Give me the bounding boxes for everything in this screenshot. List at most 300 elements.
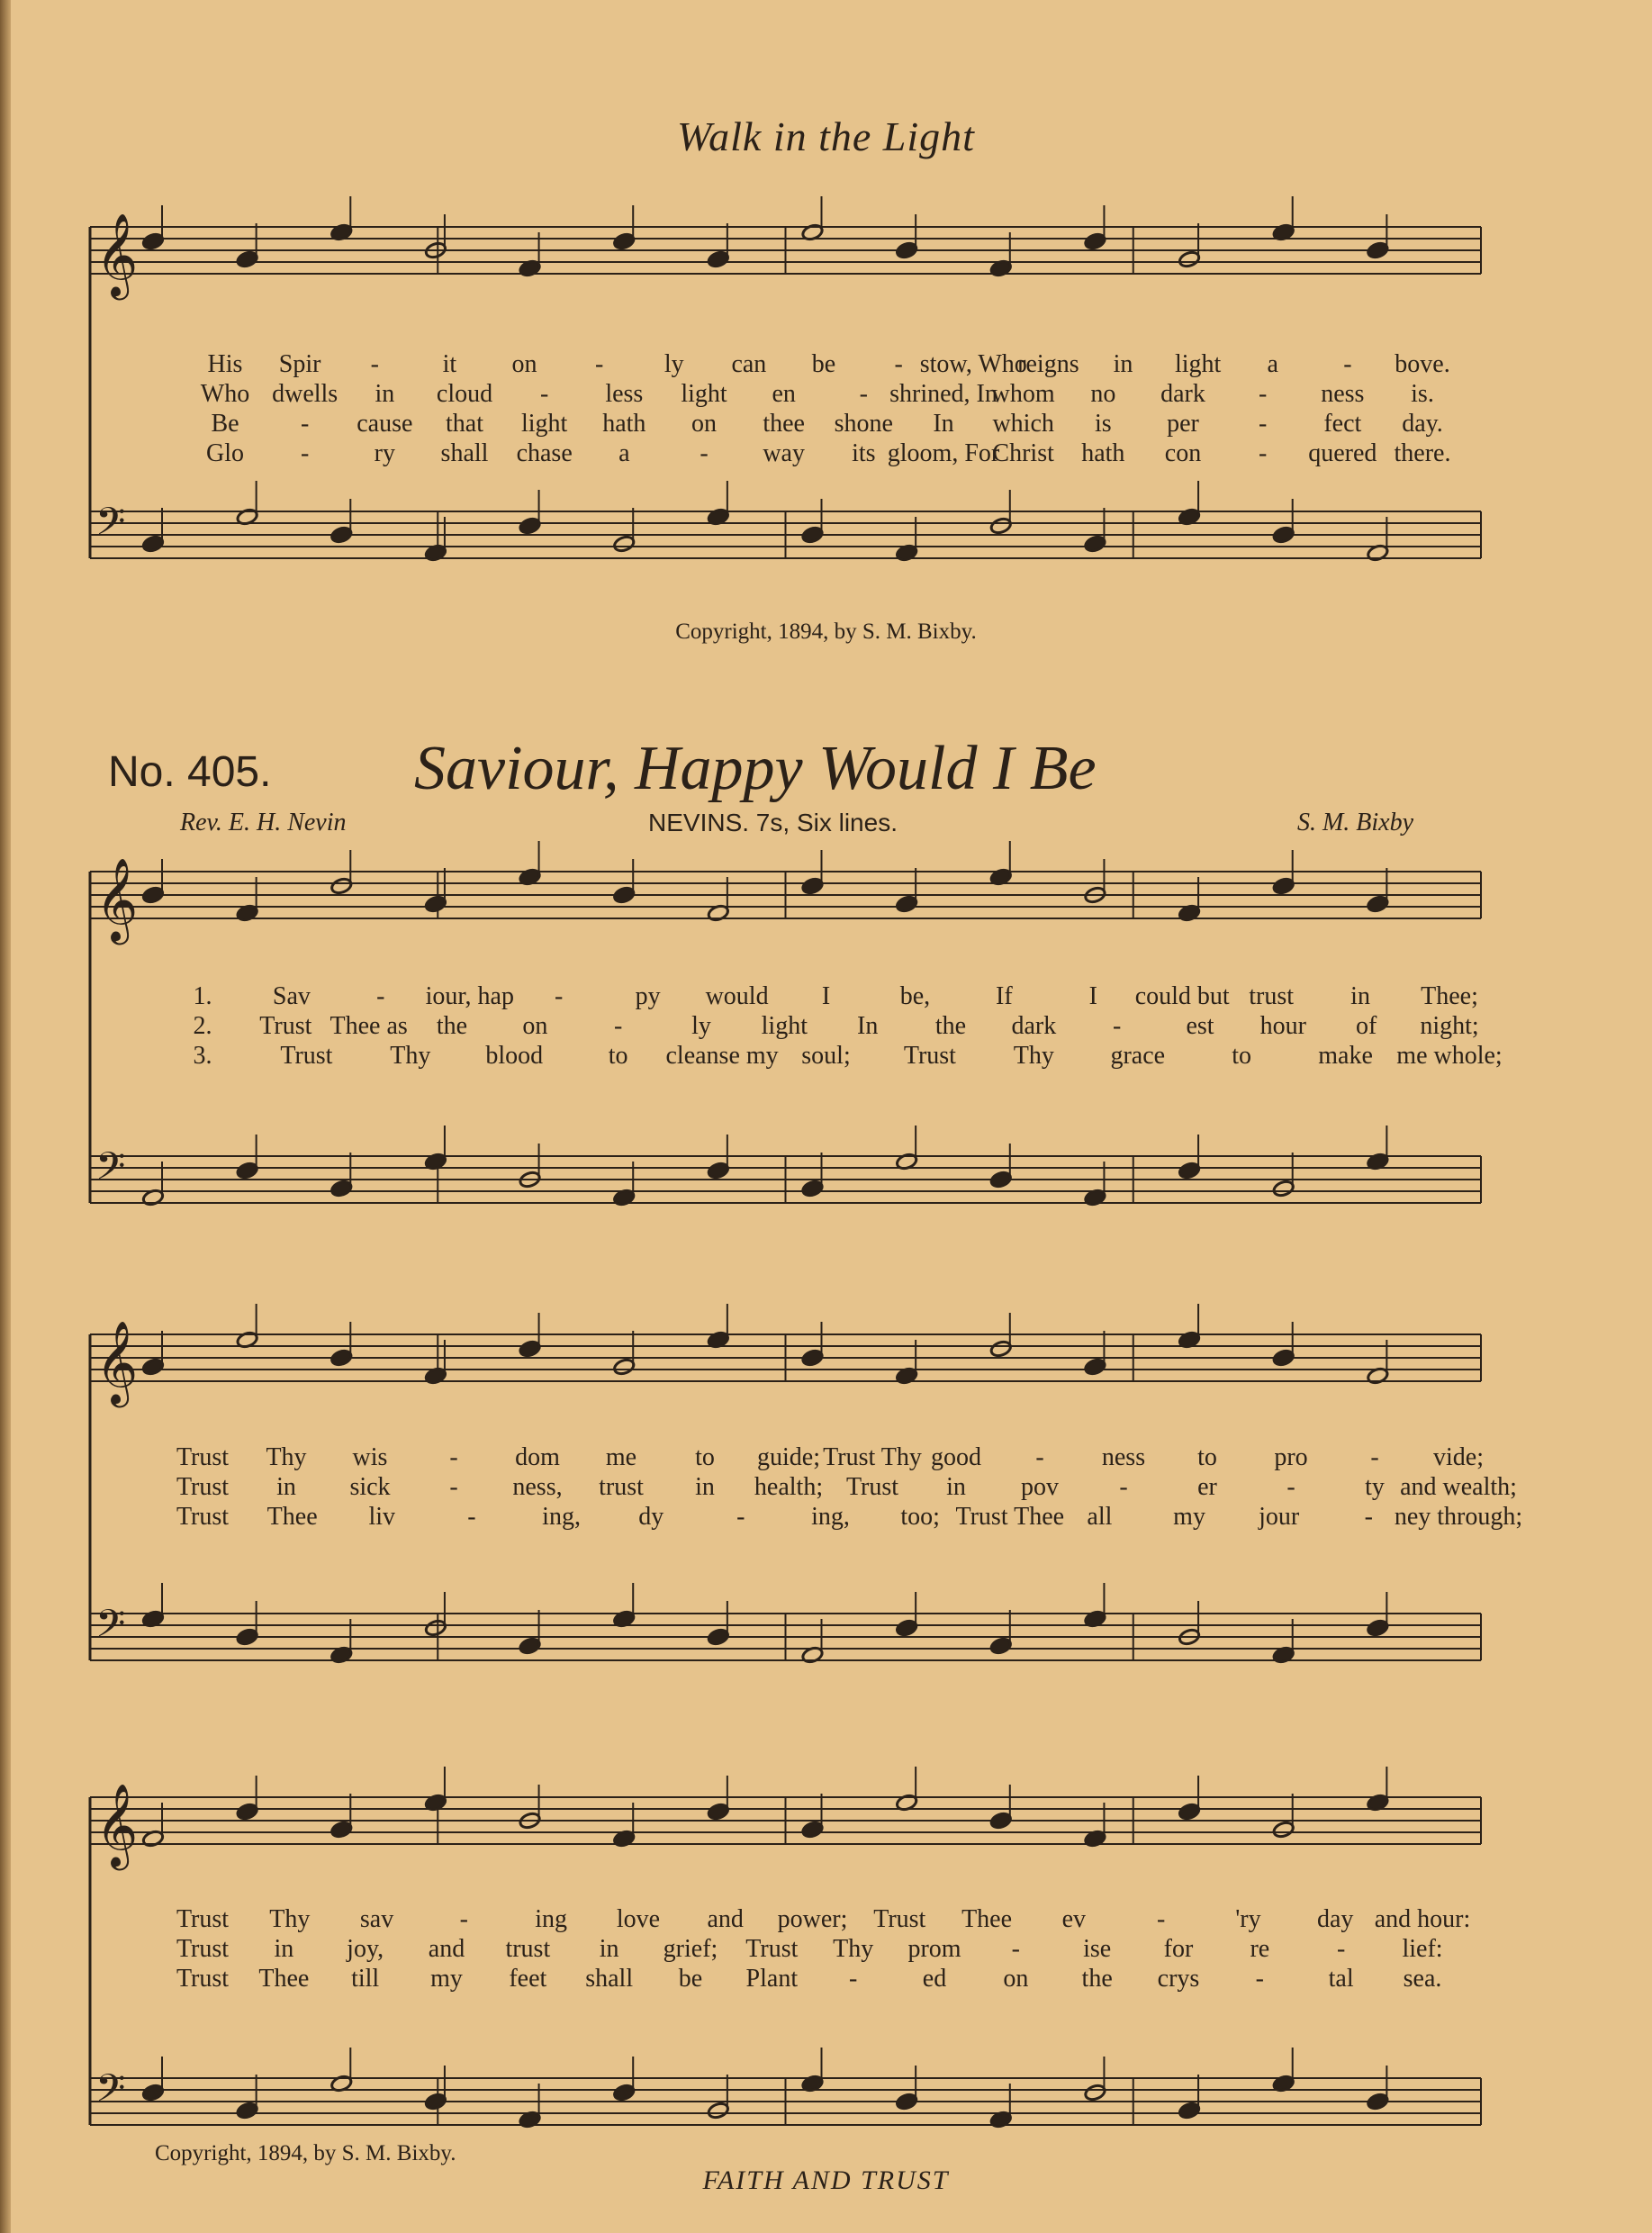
lyric-syllable: In (856, 1012, 879, 1040)
note-head (707, 1162, 729, 1180)
note-head (1084, 535, 1106, 554)
lyric-line (176, 1964, 1449, 1993)
lyric-syllable: - (539, 380, 549, 408)
lyric-syllable: ry (374, 439, 395, 467)
lyric-syllable: pov (1021, 1473, 1059, 1501)
lyric-syllable: - (370, 350, 379, 378)
copyright-saviour-happy: Copyright, 1894, by S. M. Bixby. (155, 2141, 456, 2165)
lyric-syllable: Trust (176, 1443, 230, 1471)
lyric-syllable: chase (516, 439, 573, 467)
note-head (424, 895, 447, 914)
note-head (1178, 1803, 1200, 1822)
note-head (519, 2111, 541, 2129)
note-head (989, 1637, 1012, 1656)
lyric-line (176, 1502, 1523, 1532)
note-head (707, 508, 729, 527)
bass-clef-icon: 𝄢 (95, 500, 126, 554)
note-head (895, 241, 917, 260)
note-head (801, 1180, 824, 1198)
note-head (895, 2093, 917, 2111)
lyric-syllable: can (731, 350, 767, 378)
note-head (801, 223, 824, 242)
note-head (236, 1162, 258, 1180)
lyric-syllable: me (605, 1443, 637, 1471)
note-head (1367, 1153, 1389, 1171)
lyric-syllable: the (436, 1012, 468, 1040)
lyric-syllable: 'ry (1235, 1905, 1261, 1933)
note-head (1367, 241, 1389, 260)
lyric-syllable: - (859, 380, 868, 408)
note-head (519, 1812, 541, 1831)
note-head (801, 1821, 824, 1840)
lyric-syllable: Trust (176, 1503, 230, 1531)
lyric-syllable: Thee (961, 1905, 1013, 1933)
lyric-syllable: Thee (266, 1503, 318, 1531)
lyric-syllable: er (1197, 1473, 1217, 1501)
lyric-syllable: a (618, 439, 630, 467)
note-head (612, 2084, 635, 2102)
note-head (895, 544, 917, 563)
lyric-syllable: - (1336, 1935, 1346, 1963)
note-head (236, 1331, 258, 1350)
lyric-syllable: Thy (833, 1935, 874, 1963)
lyric-syllable: that (446, 410, 483, 438)
lyric-line (176, 1041, 1503, 1071)
note-head (1084, 1610, 1106, 1629)
lyric-syllable: ise (1083, 1935, 1112, 1963)
note-head (989, 868, 1012, 887)
note-head (1367, 544, 1389, 563)
note-head (141, 232, 164, 251)
lyric-syllable: my (1173, 1503, 1205, 1531)
note-head (424, 2093, 447, 2111)
note-head (1272, 1821, 1295, 1840)
lyric-syllable: Trust (280, 1042, 333, 1070)
note-head (236, 904, 258, 923)
song-credits (180, 809, 1413, 845)
lyric-syllable: it (442, 350, 457, 378)
copyright-walk-in-the-light: Copyright, 1894, by S. M. Bixby. (675, 619, 977, 644)
bass-clef-icon: 𝄢 (95, 1144, 126, 1198)
lyric-syllable: hath (602, 410, 646, 438)
lyric-syllable: hath (1081, 439, 1125, 467)
note-head (1178, 1331, 1200, 1350)
lyric-syllable: be (811, 350, 836, 378)
note-head (989, 2111, 1012, 2129)
lyric-syllable: Sav (272, 982, 311, 1010)
lyric-syllable: - (1258, 410, 1268, 438)
lyric-syllable: 3. (193, 1042, 212, 1070)
lyric-syllable: in (695, 1473, 715, 1501)
note-head (519, 1171, 541, 1189)
lyric-syllable: I (821, 982, 831, 1010)
lyric-line (176, 981, 1476, 1011)
lyric-line (198, 349, 1449, 379)
note-head (424, 544, 447, 563)
note-head (1178, 904, 1200, 923)
lyric-syllable: - (1343, 350, 1352, 378)
lyric-syllable: 2. (193, 1012, 212, 1040)
lyric-line (176, 1442, 1485, 1472)
lyric-syllable: ness (1101, 1443, 1146, 1471)
note-head (707, 1628, 729, 1647)
lyric-syllable: would (705, 982, 769, 1010)
note-head (1272, 877, 1295, 896)
lyric-syllable: shall (440, 439, 489, 467)
note-head (1084, 2084, 1106, 2102)
lyric-syllable: way (763, 439, 805, 467)
lyric-syllable: be (678, 1965, 703, 1993)
lyric-syllable: on (511, 350, 537, 378)
lyric-syllable: Who (200, 380, 250, 408)
note-head (801, 2075, 824, 2093)
note-head (236, 508, 258, 527)
note-head (707, 1331, 729, 1350)
note-head (141, 1830, 164, 1849)
page-footer: FAITH AND TRUST (702, 2165, 950, 2195)
lyric-syllable: jour (1259, 1503, 1300, 1531)
lyric-syllable: Trust (845, 1473, 899, 1501)
lyric-syllable: - (848, 1965, 858, 1993)
lyric-syllable: till (351, 1965, 380, 1993)
note-head (1084, 232, 1106, 251)
note-head (801, 877, 824, 896)
note-head (330, 1821, 353, 1840)
lyric-syllable: est (1186, 1012, 1214, 1040)
lyric-syllable: Thy (266, 1443, 307, 1471)
note-head (424, 1367, 447, 1386)
lyric-syllable: Trust (176, 1905, 230, 1933)
lyric-syllable: hour (1259, 1012, 1306, 1040)
lyric-syllable: - (1370, 1443, 1379, 1471)
lyric-syllable: dark (1160, 380, 1205, 408)
lyric-syllable: dark (1011, 1012, 1057, 1040)
note-head (330, 526, 353, 545)
note-head (1367, 2093, 1389, 2111)
lyric-syllable: His (207, 350, 243, 378)
lyric-syllable: Thee; (1421, 982, 1478, 1010)
lyric-syllable: tal (1328, 1965, 1354, 1993)
lyric-syllable: dwells (272, 380, 339, 408)
note-head (1272, 1646, 1295, 1665)
lyric-syllable: - (1112, 1012, 1122, 1040)
lyric-syllable: reigns (1017, 350, 1079, 378)
lyric-syllable: cloud (436, 380, 493, 408)
lyric-syllable: day. (1402, 410, 1443, 438)
note-head (989, 259, 1012, 278)
note-head (1367, 1794, 1389, 1813)
treble-clef-icon: 𝄞 (95, 857, 139, 941)
lyric-syllable: in (375, 380, 395, 408)
note-head (1178, 250, 1200, 269)
lyric-syllable: to (695, 1443, 715, 1471)
lyrics-system-3 (176, 1904, 1471, 1993)
lyric-syllable: in (1350, 982, 1370, 1010)
lyric-syllable: - (459, 1905, 469, 1933)
lyric-syllable: a (1267, 350, 1278, 378)
lyric-syllable: ing, (542, 1503, 581, 1531)
tune-name: NEVINS. 7s, Six lines. (648, 809, 898, 836)
lyric-syllable: Trust (176, 1935, 230, 1963)
lyric-syllable: all (1087, 1503, 1113, 1531)
lyric-syllable: love (616, 1905, 661, 1933)
lyricist: Rev. E. H. Nevin (180, 809, 347, 836)
note-head (1178, 1628, 1200, 1647)
note-head (1367, 1619, 1389, 1638)
lyric-syllable: power; (777, 1905, 848, 1933)
note-head (330, 1646, 353, 1665)
treble-clef-icon: 𝄞 (95, 1783, 139, 1867)
note-head (519, 1340, 541, 1359)
lyric-syllable: day (1316, 1905, 1354, 1933)
note-head (895, 1794, 917, 1813)
lyric-syllable: 1. (193, 982, 212, 1010)
note-head (1084, 886, 1106, 905)
lyric-syllable: In (933, 410, 954, 438)
lyric-syllable: en (772, 380, 796, 408)
note-head (330, 877, 353, 896)
lyric-syllable: ly (691, 1012, 711, 1040)
lyric-syllable: wis (352, 1443, 388, 1471)
lyric-syllable: be, (899, 982, 931, 1010)
lyric-syllable: ness (1321, 380, 1365, 408)
note-head (707, 2102, 729, 2120)
bass-clef-icon: 𝄢 (95, 1602, 126, 1656)
lyric-syllable: - (1258, 380, 1268, 408)
lyric-syllable: sick (349, 1473, 391, 1501)
lyric-syllable: dom (515, 1443, 560, 1471)
note-head (141, 535, 164, 554)
lyric-syllable: quered (1308, 439, 1377, 467)
lyric-syllable: - (300, 410, 310, 438)
note-head (989, 517, 1012, 536)
note-head (801, 1349, 824, 1368)
note-head (519, 259, 541, 278)
note-head (612, 232, 635, 251)
note-head (1367, 895, 1389, 914)
lyric-syllable: Trust (259, 1012, 312, 1040)
composer: S. M. Bixby (1296, 809, 1413, 836)
lyric-syllable: my (430, 1965, 463, 1993)
treble-clef-icon: 𝄞 (95, 1320, 139, 1404)
lyric-syllable: per (1167, 410, 1199, 438)
lyric-syllable: and wealth; (1400, 1473, 1517, 1501)
lyric-syllable: Thee (258, 1965, 310, 1993)
note-head (801, 1646, 824, 1665)
lyric-syllable: bove. (1395, 350, 1450, 378)
lyric-line (176, 1011, 1479, 1041)
lyric-syllable: Spir (278, 350, 321, 378)
lyric-syllable: which (992, 410, 1054, 438)
lyric-line (176, 1904, 1471, 1934)
note-head (612, 1610, 635, 1629)
lyric-syllable: shrined, In (889, 380, 998, 408)
lyric-syllable: guide; (757, 1443, 820, 1471)
note-head (801, 526, 824, 545)
lyric-syllable: the (1081, 1965, 1113, 1993)
lyric-syllable: there. (1394, 439, 1451, 467)
lyric-syllable: is (1094, 410, 1112, 438)
lyric-syllable: light (520, 410, 568, 438)
lyric-syllable: ney through; (1394, 1503, 1523, 1531)
lyric-syllable: re (1250, 1935, 1270, 1963)
note-head (424, 1619, 447, 1638)
lyric-syllable: thee (763, 410, 805, 438)
lyric-syllable: ev (1061, 1905, 1087, 1933)
lyric-syllable: Glo (206, 439, 244, 467)
lyric-syllable: on (522, 1012, 548, 1040)
lyric-syllable: and hour: (1374, 1905, 1471, 1933)
note-head (612, 1830, 635, 1849)
lyric-syllable: - (1035, 1443, 1044, 1471)
note-head (707, 1803, 729, 1822)
lyric-syllable: - (1286, 1473, 1295, 1501)
note-head (612, 886, 635, 905)
note-head (330, 223, 353, 242)
lyric-syllable: me whole; (1396, 1042, 1503, 1070)
lyric-syllable: light (1174, 350, 1222, 378)
note-head (707, 250, 729, 269)
note-head (612, 1358, 635, 1377)
note-head (612, 1189, 635, 1207)
lyric-syllable: liv (368, 1503, 396, 1531)
note-head (989, 1340, 1012, 1359)
lyric-syllable: feet (509, 1965, 547, 1993)
lyric-syllable: Trust (176, 1473, 230, 1501)
note-head (236, 1803, 258, 1822)
lyric-line (198, 409, 1449, 438)
lyric-syllable: ly (664, 350, 684, 378)
lyric-syllable: iour, hap (425, 982, 514, 1010)
lyric-syllable: blood (485, 1042, 544, 1070)
note-head (895, 895, 917, 914)
note-head (1272, 1180, 1295, 1198)
lyric-syllable: - (1364, 1503, 1374, 1531)
note-head (424, 241, 447, 260)
lyric-line (198, 438, 1449, 468)
note-head (330, 1180, 353, 1198)
lyric-syllable: ing, (811, 1503, 850, 1531)
lyric-syllable: Trust Thy (823, 1443, 922, 1471)
note-head (141, 886, 164, 905)
note-head (141, 1189, 164, 1207)
lyric-syllable: ness, (512, 1473, 563, 1501)
lyric-syllable: - (594, 350, 604, 378)
lyric-syllable: in (274, 1935, 294, 1963)
note-head (424, 1153, 447, 1171)
lyric-syllable: - (1156, 1905, 1166, 1933)
lyric-syllable: on (691, 410, 717, 438)
lyric-syllable: - (449, 1443, 458, 1471)
lyric-syllable: prom (907, 1935, 961, 1963)
lyric-syllable: con (1164, 439, 1202, 467)
lyric-syllable: py (635, 982, 661, 1010)
lyric-syllable: trust (599, 1473, 644, 1501)
lyric-syllable: Thy (269, 1905, 311, 1933)
lyric-syllable: to (1197, 1443, 1217, 1471)
lyric-syllable: in (1113, 350, 1133, 378)
lyric-syllable: - (700, 439, 709, 467)
note-head (1272, 526, 1295, 545)
lyric-syllable: cause (357, 410, 413, 438)
note-head (1272, 2075, 1295, 2093)
lyric-syllable: - (1258, 439, 1268, 467)
lyric-syllable: in (276, 1473, 296, 1501)
lyric-syllable: - (467, 1503, 476, 1531)
bass-clef-icon: 𝄢 (95, 2066, 126, 2120)
lyric-syllable: shone (834, 410, 893, 438)
lyric-syllable: no (1090, 380, 1116, 408)
lyric-syllable: I (1088, 982, 1097, 1010)
lyric-syllable: the (934, 1012, 967, 1040)
note-head (895, 1367, 917, 1386)
lyric-syllable: ty (1365, 1473, 1385, 1501)
lyric-syllable: light (761, 1012, 808, 1040)
note-head (895, 1153, 917, 1171)
treble-clef-icon: 𝄞 (95, 212, 139, 296)
lyric-syllable: whom (991, 380, 1055, 408)
note-head (612, 535, 635, 554)
lyric-syllable: in (599, 1935, 619, 1963)
lyrics-walk-in-the-light (198, 349, 1449, 468)
note-head (330, 2075, 353, 2093)
lyric-syllable: soul; (801, 1042, 851, 1070)
note-head (141, 2084, 164, 2102)
lyric-syllable: If (996, 982, 1013, 1010)
lyric-syllable: Thy (390, 1042, 431, 1070)
lyric-syllable: grace (1110, 1042, 1166, 1070)
lyric-syllable: for (1163, 1935, 1194, 1963)
note-head (989, 1171, 1012, 1189)
note-head (330, 1349, 353, 1368)
lyric-syllable: good (931, 1443, 981, 1471)
lyric-syllable: in (946, 1473, 966, 1501)
note-head (236, 2102, 258, 2120)
lyric-syllable: too; (900, 1503, 940, 1531)
lyric-syllable: fect (1323, 410, 1362, 438)
lyric-syllable: sea. (1403, 1965, 1442, 1993)
note-head (1367, 1367, 1389, 1386)
lyric-syllable: light (681, 380, 727, 408)
lyric-syllable: grief; (663, 1935, 718, 1963)
lyric-syllable: Christ (992, 439, 1054, 467)
lyric-syllable: on (1003, 1965, 1029, 1993)
lyric-syllable: Be (211, 410, 239, 438)
lyric-syllable: - (449, 1473, 458, 1501)
lyric-line (198, 379, 1449, 409)
note-head (424, 1794, 447, 1813)
lyric-syllable: Thy (1013, 1042, 1054, 1070)
lyric-syllable: dy (638, 1503, 664, 1531)
note-head (1272, 1349, 1295, 1368)
lyric-syllable: Thee as (329, 1012, 408, 1040)
note-head (895, 1619, 917, 1638)
lyric-syllable: to (1232, 1042, 1252, 1070)
lyric-syllable: trust (1249, 982, 1295, 1010)
lyric-syllable: - (300, 439, 310, 467)
lyric-syllable: health; (754, 1473, 824, 1501)
note-head (1084, 1830, 1106, 1849)
page-binding-edge (0, 0, 11, 2233)
note-head (519, 868, 541, 887)
lyric-syllable: shall (585, 1965, 634, 1993)
lyric-syllable: Plant (745, 1965, 799, 1993)
lyric-syllable: - (613, 1012, 623, 1040)
lyric-syllable: its (852, 439, 876, 467)
note-head (1178, 2102, 1200, 2120)
lyric-syllable: could but (1134, 982, 1230, 1010)
lyric-syllable: - (1119, 1473, 1128, 1501)
